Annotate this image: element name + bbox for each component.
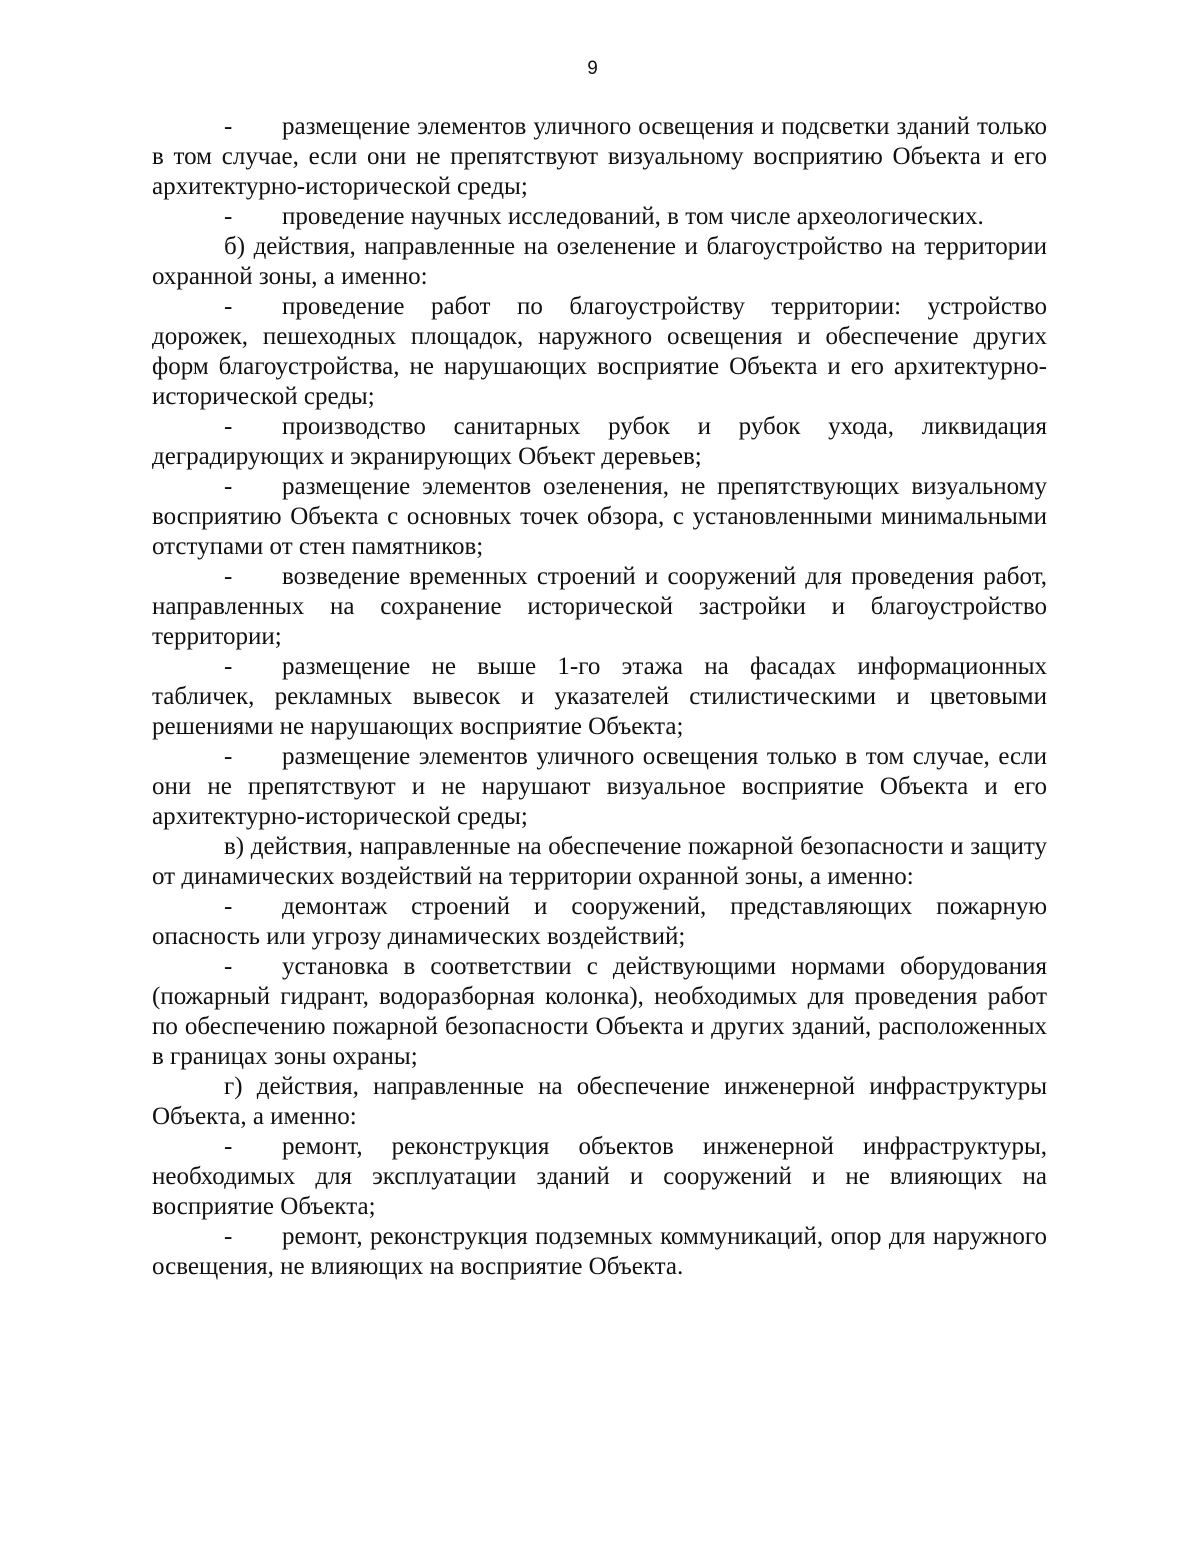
dash-marker: - <box>224 653 233 680</box>
list-item <box>152 892 1047 952</box>
list-item <box>152 412 1047 472</box>
list-item <box>152 562 1047 652</box>
list-item-text: размещение элементов уличного освещения только в том случае, если они не препятствуют и не нарушают визуальное восприятие Объекта и его архитектурно-исторической среды; <box>152 743 1047 830</box>
dash-marker: - <box>224 473 233 500</box>
dash-marker: - <box>224 743 233 770</box>
dash-marker: - <box>224 113 233 140</box>
document-body <box>152 112 1047 1282</box>
section-paragraph: б) действия, направленные на озеленение и благоустройство на территории охранной зоны, а именно: <box>152 233 1047 290</box>
list-item-text: проведение научных исследований, в том числе археологических. <box>282 203 984 230</box>
list-item-text: размещение элементов озеленения, не препятствующих визуальному восприятию Объекта с основных точек обзора, с установленными минимальными отступами от стен памятников; <box>152 473 1047 560</box>
section-paragraph: в) действия, направленные на обеспечение пожарной безопасности и защиту от динамических воздействий на территории охранной зоны, а именно: <box>152 833 1047 890</box>
list-item-text: демонтаж строений и сооружений, представляющих пожарную опасность или угрозу динамических воздействий; <box>152 893 1047 950</box>
list-item-text: проведение работ по благоустройству территории: устройство дорожек, пешеходных площадок, наружного освещения и обеспечение других форм благоустройства, не нарушающих восприятие Объекта и его архитектурно-исторической среды; <box>152 293 1047 410</box>
dash-marker: - <box>224 563 233 590</box>
list-item-text: размещение элементов уличного освещения и подсветки зданий только в том случае, если они не препятствуют визуальному восприятию Объекта и его архитектурно-исторической среды; <box>152 113 1047 200</box>
list-item-text: возведение временных строений и сооружений для проведения работ, направленных на сохранение исторической застройки и благоустройство территории; <box>152 563 1047 650</box>
list-item <box>152 742 1047 832</box>
dash-marker: - <box>224 893 233 920</box>
list-item <box>152 1132 1047 1222</box>
dash-marker: - <box>224 413 233 440</box>
dash-marker: - <box>224 203 233 230</box>
list-item-text: установка в соответствии с действующими нормами оборудования (пожарный гидрант, водоразборная колонка), необходимых для проведения работ по обеспечению пожарной безопасности Объекта и других зданий, расположенных в границах зоны охраны; <box>152 953 1047 1070</box>
list-item <box>152 292 1047 412</box>
dash-marker: - <box>224 1223 233 1250</box>
list-item-text: ремонт, реконструкция объектов инженерной инфраструктуры, необходимых для эксплуатации зданий и сооружений и не влияющих на восприятие Объекта; <box>152 1133 1047 1220</box>
section-paragraph: г) действия, направленные на обеспечение инженерной инфраструктуры Объекта, а именно: <box>152 1073 1047 1130</box>
list-item <box>152 1222 1047 1282</box>
list-item <box>152 472 1047 562</box>
dash-marker: - <box>224 293 233 320</box>
list-item <box>152 202 1047 232</box>
list-item-text: производство санитарных рубок и рубок ухода, ликвидация деградирующих и экранирующих Объект деревьев; <box>152 413 1047 470</box>
page-number: 9 <box>587 58 598 79</box>
dash-marker: - <box>224 1133 233 1160</box>
dash-marker: - <box>224 953 233 980</box>
list-item <box>152 112 1047 202</box>
list-item <box>152 652 1047 742</box>
list-item-text: ремонт, реконструкция подземных коммуникаций, опор для наружного освещения, не влияющих на восприятие Объекта. <box>152 1223 1047 1280</box>
list-item-text: размещение не выше 1-го этажа на фасадах информационных табличек, рекламных вывесок и указателей стилистическими и цветовыми решениями не нарушающих восприятие Объекта; <box>152 653 1047 740</box>
list-item <box>152 952 1047 1072</box>
